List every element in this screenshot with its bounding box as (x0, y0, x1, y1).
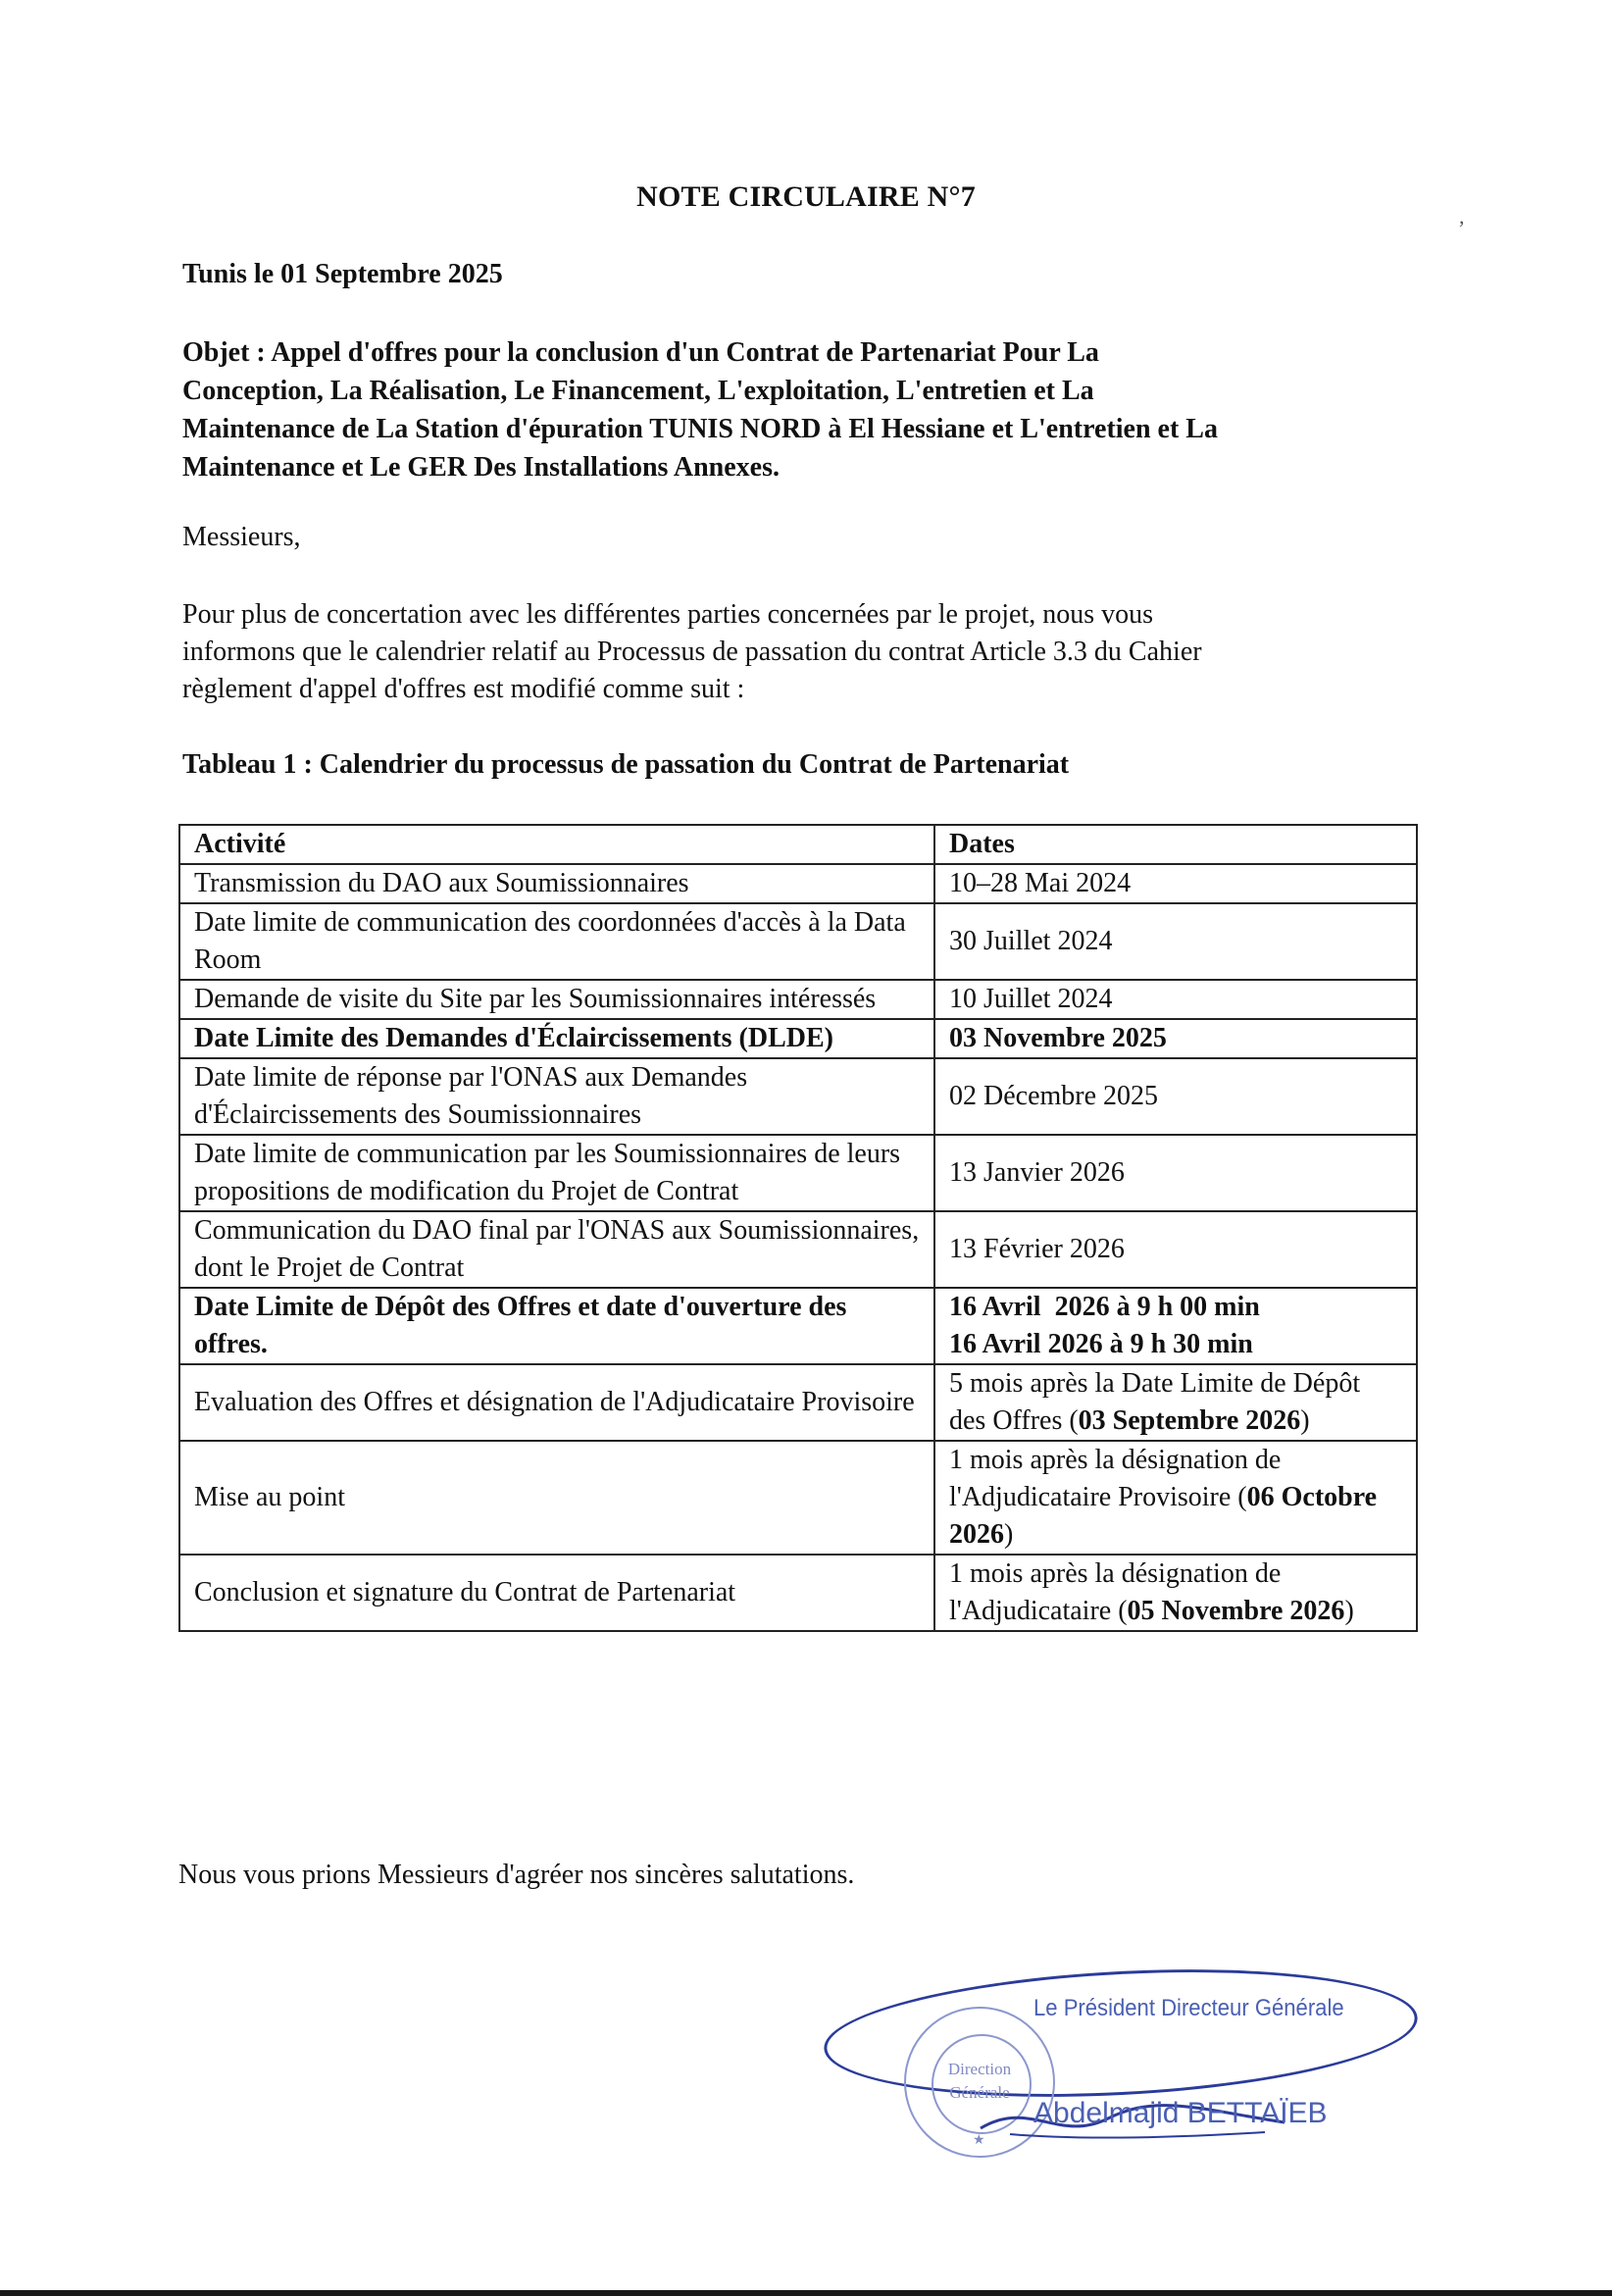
signatory-name: Abdelmajid BETTAÏEB (1033, 2097, 1328, 2129)
activity-cell: Date Limite des Demandes d'Éclaircissements (DLDE) (179, 1019, 934, 1058)
calendar-table (178, 824, 1418, 1632)
date-cell: 13 Février 2026 (934, 1211, 1417, 1288)
scan-edge (0, 2290, 1612, 2296)
scan-mark: , (1459, 204, 1465, 229)
document-title: NOTE CIRCULAIRE N°7 (636, 180, 976, 213)
date-line: 16 Avril 2026 à 9 h 00 min (949, 1292, 1260, 1322)
table-row (179, 1019, 1417, 1058)
date-cell: 13 Janvier 2026 (934, 1135, 1417, 1211)
date-cell: 03 Novembre 2025 (934, 1019, 1417, 1058)
intro-line: informons que le calendrier relatif au Processus de passation du contrat Article 3.3 du Cahier (182, 637, 1202, 667)
date-cell (934, 1364, 1417, 1441)
date-suffix: ) (1300, 1405, 1310, 1436)
date-cell: 10 Juillet 2024 (934, 980, 1417, 1019)
date-line: 16 Avril 2026 à 9 h 30 min (949, 1329, 1253, 1359)
table-caption: Tableau 1 : Calendrier du processus de passation du Contrat de Partenariat (182, 749, 1070, 780)
table-row (179, 1364, 1417, 1441)
document-date: Tunis le 01 Septembre 2025 (182, 259, 503, 289)
date-cell: 30 Juillet 2024 (934, 903, 1417, 980)
objet-block (182, 333, 1457, 486)
activity-cell: Transmission du DAO aux Soumissionnaires (179, 864, 934, 903)
activity-cell: Date limite de réponse par l'ONAS aux Demandes d'Éclaircissements des Soumissionnaires (179, 1058, 934, 1135)
activity-cell: Evaluation des Offres et désignation de l'Adjudicataire Provisoire (179, 1364, 934, 1441)
header-activity: Activité (179, 825, 934, 864)
activity-cell: Conclusion et signature du Contrat de Partenariat (179, 1555, 934, 1631)
objet-line: Objet : Appel d'offres pour la conclusion d'un Contrat de Partenariat Pour La (182, 337, 1099, 368)
activity-cell: Date limite de communication des coordonnées d'accès à la Data Room (179, 903, 934, 980)
objet-line: Maintenance et Le GER Des Installations Annexes. (182, 452, 780, 483)
date-bold: 06 Octobre 2026 (949, 1482, 1378, 1550)
date-cell (934, 1288, 1417, 1364)
signature-block (824, 1971, 1432, 2158)
signatory-role: Le Président Directeur Générale (1033, 1995, 1344, 2021)
date-bold: 03 Septembre 2026 (1078, 1405, 1301, 1436)
stamp-star-icon: ★ (973, 2133, 985, 2148)
activity-cell: Date Limite de Dépôt des Offres et date d'ouverture des offres. (179, 1288, 934, 1364)
date-cell: 10–28 Mai 2024 (934, 864, 1417, 903)
date-bold: 05 Novembre 2026 (1127, 1596, 1345, 1626)
objet-line: Conception, La Réalisation, Le Financement, L'exploitation, L'entretien et La (182, 376, 1094, 406)
activity-cell: Communication du DAO final par l'ONAS aux Soumissionnaires, dont le Projet de Contrat (179, 1211, 934, 1288)
greeting: Messieurs, (182, 522, 301, 552)
closing-sentence: Nous vous prions Messieurs d'agréer nos sincères salutations. (178, 1860, 855, 1890)
table-row (179, 980, 1417, 1019)
date-cell: 02 Décembre 2025 (934, 1058, 1417, 1135)
table-row (179, 903, 1417, 980)
intro-line: Pour plus de concertation avec les différentes parties concernées par le projet, nous vous (182, 599, 1154, 630)
date-prefix: 5 mois après la Date Limite de Dépôt des Offres ( (949, 1368, 1361, 1436)
table-row (179, 1135, 1417, 1211)
activity-cell: Mise au point (179, 1441, 934, 1555)
header-dates: Dates (934, 825, 1417, 864)
activity-cell: Demande de visite du Site par les Soumissionnaires intéressés (179, 980, 934, 1019)
table-row (179, 864, 1417, 903)
date-prefix: 1 mois après la désignation de l'Adjudicataire Provisoire ( (949, 1445, 1282, 1512)
table-row (179, 1058, 1417, 1135)
table-row (179, 1555, 1417, 1631)
intro-paragraph (182, 596, 1447, 708)
table-header-row (179, 825, 1417, 864)
stamp-text-line: Générale (949, 2083, 1010, 2102)
date-cell (934, 1555, 1417, 1631)
table-row (179, 1441, 1417, 1555)
date-prefix: 1 mois après la désignation de l'Adjudicataire ( (949, 1558, 1282, 1626)
date-suffix: ) (1004, 1519, 1014, 1550)
objet-line: Maintenance de La Station d'épuration TUNIS NORD à El Hessiane et L'entretien et La (182, 414, 1218, 444)
stamp-text-line: Direction (947, 2060, 1012, 2078)
date-suffix: ) (1344, 1596, 1354, 1626)
date-cell (934, 1441, 1417, 1555)
table-row (179, 1288, 1417, 1364)
table-row (179, 1211, 1417, 1288)
intro-line: règlement d'appel d'offres est modifié comme suit : (182, 674, 745, 704)
activity-cell: Date limite de communication par les Soumissionnaires de leurs propositions de modification du Projet de Contrat (179, 1135, 934, 1211)
